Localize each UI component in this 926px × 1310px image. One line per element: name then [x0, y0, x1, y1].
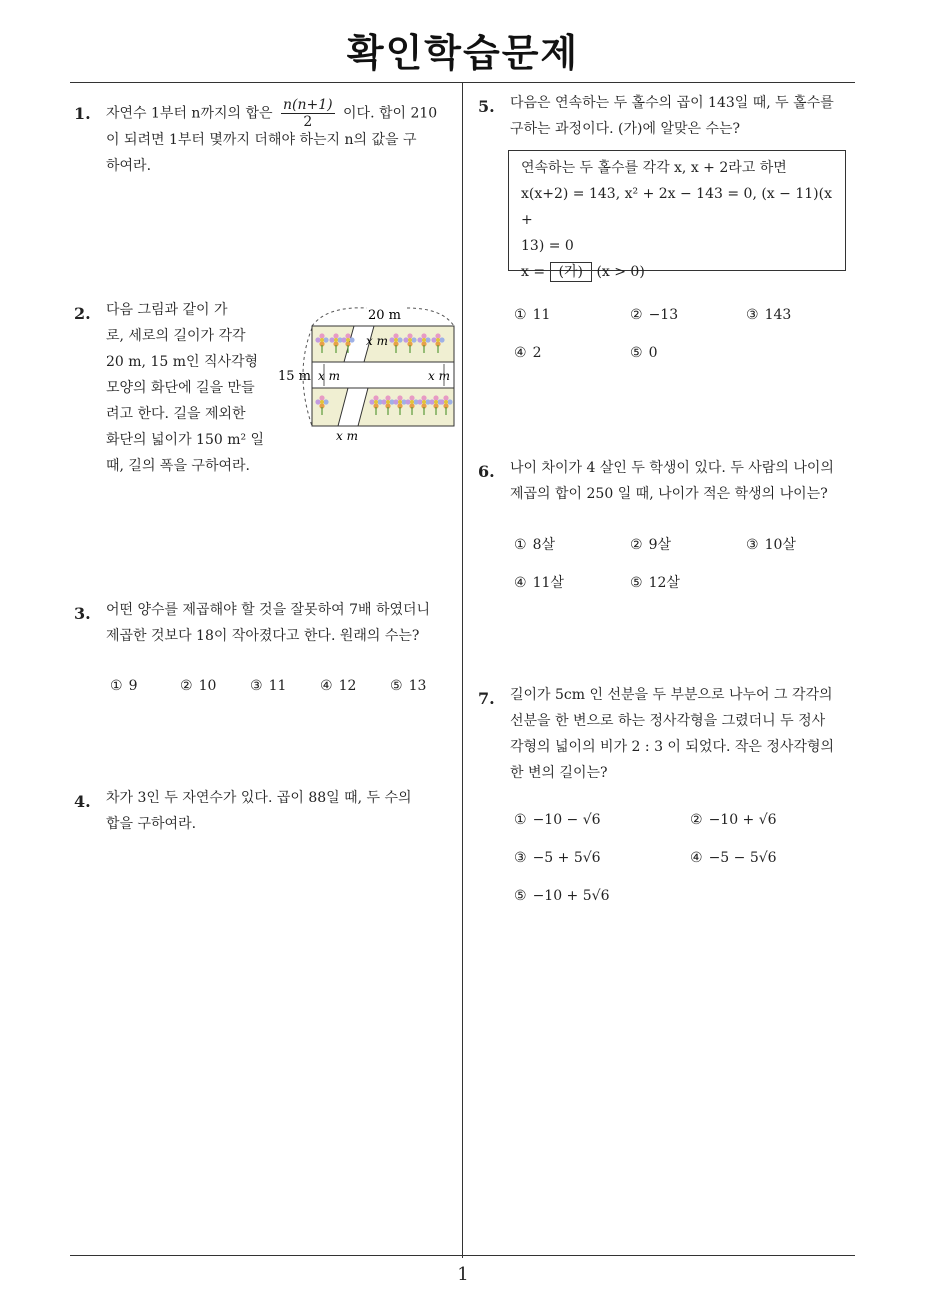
question-text: 합을 구하여라.: [106, 816, 197, 832]
question-text: 나이 차이가 4 살인 두 학생이 있다. 두 사람의 나이의: [510, 460, 834, 476]
fraction-denominator: 2: [303, 114, 313, 130]
question-text: 이 되려면 1부터 몇까지 더해야 하는지 n의 값을 구: [106, 132, 417, 148]
box-line: 13) = 0: [521, 238, 574, 254]
option-value: −5 + 5√6: [532, 850, 601, 866]
question-text: 한 변의 길이는?: [510, 765, 608, 781]
option-marker: ③: [514, 850, 527, 866]
option-value: 0: [648, 345, 658, 361]
option-marker: ②: [630, 307, 643, 323]
option-value: 10: [198, 678, 217, 694]
option-marker: ⑤: [630, 345, 643, 361]
question-number: 1.: [74, 104, 91, 123]
question-text: 차가 3인 두 자연수가 있다. 곱이 88일 때, 두 수의: [106, 790, 412, 806]
option-value: 12: [338, 678, 357, 694]
question-text: 로, 세로의 길이가 각각: [106, 328, 246, 344]
option-4[interactable]: [690, 850, 777, 866]
question-text: 모양의 화단에 길을 만들: [106, 380, 255, 396]
question-text: 하여라.: [106, 158, 152, 174]
option-3[interactable]: [514, 850, 601, 866]
option-marker: ①: [110, 678, 123, 694]
option-marker: ⑤: [514, 888, 527, 904]
option-marker: ③: [250, 678, 263, 694]
option-5[interactable]: [630, 572, 680, 592]
bottom-rule: [70, 1255, 855, 1256]
option-value: −10 − √6: [532, 812, 601, 828]
question-text: 때, 길의 폭을 구하여라.: [106, 458, 250, 474]
option-value: 2: [532, 345, 542, 361]
fraction-numerator: n(n+1): [282, 97, 333, 113]
option-marker: ④: [514, 575, 527, 591]
question-number: 7.: [478, 689, 495, 708]
question-text: 제곱한 것보다 18이 작아졌다고 한다. 원래의 수는?: [106, 628, 420, 644]
option-5[interactable]: [630, 345, 657, 361]
page-title: 확인학습문제: [346, 31, 580, 75]
question-text: 선분을 한 변으로 하는 정사각형을 그렸더니 두 정사: [510, 713, 826, 729]
option-1[interactable]: [110, 678, 137, 694]
solution-box: [508, 150, 846, 280]
garden-figure: [278, 298, 462, 448]
option-value: 12살: [648, 575, 680, 591]
option-value: 143: [764, 307, 792, 323]
option-value: 8살: [532, 537, 555, 553]
question-text: 구하는 과정이다. (가)에 알맞은 수는?: [510, 121, 741, 137]
option-value: −13: [648, 307, 679, 323]
question-text: 화단의 넓이가 150 m² 일: [106, 432, 265, 448]
option-marker: ①: [514, 812, 527, 828]
option-5[interactable]: [514, 888, 609, 904]
option-2[interactable]: [690, 812, 777, 828]
question-number: 4.: [74, 792, 91, 811]
option-4[interactable]: [320, 678, 356, 694]
box-text: x =: [521, 264, 546, 280]
path-width-label: x m: [318, 369, 340, 383]
option-value: 13: [408, 678, 427, 694]
path-width-label: x m: [336, 429, 358, 443]
option-marker: ④: [514, 345, 527, 361]
option-marker: ⑤: [630, 575, 643, 591]
option-marker: ③: [746, 307, 759, 323]
option-value: 11: [268, 678, 287, 694]
question-text: 려고 한다. 길을 제외한: [106, 406, 246, 422]
question-number: 2.: [74, 304, 91, 323]
option-2[interactable]: [630, 534, 671, 554]
fraction: [281, 97, 335, 130]
blank-slot: (가): [550, 262, 592, 282]
option-marker: ⑤: [390, 678, 403, 694]
width-label: 20 m: [368, 308, 402, 323]
box-line: x(x+2) = 143, x² + 2x − 143 = 0, (x − 11)(x +: [521, 186, 832, 228]
question-text: 제곱의 합이 250 일 때, 나이가 적은 학생의 나이는?: [510, 486, 828, 502]
question-number: 6.: [478, 462, 495, 481]
question-number: 5.: [478, 97, 495, 116]
option-5[interactable]: [390, 678, 426, 694]
option-value: −5 − 5√6: [708, 850, 777, 866]
box-line: [521, 259, 833, 285]
option-1[interactable]: [514, 812, 601, 828]
option-marker: ④: [320, 678, 333, 694]
option-value: 11살: [532, 575, 564, 591]
option-3[interactable]: [746, 534, 796, 554]
box-text: (x > 0): [596, 264, 645, 280]
option-3[interactable]: [250, 678, 286, 694]
option-marker: ①: [514, 307, 527, 323]
option-4[interactable]: [514, 572, 564, 592]
option-value: −10 + 5√6: [532, 888, 610, 904]
path-width-label: x m: [428, 369, 450, 383]
height-label: 15 m: [278, 369, 312, 384]
option-value: 9살: [648, 537, 671, 553]
option-marker: ②: [630, 537, 643, 553]
question-number: 3.: [74, 604, 91, 623]
option-value: 11: [532, 307, 551, 323]
question-text: 20 m, 15 m인 직사각형: [106, 354, 259, 370]
question-text: 다음은 연속하는 두 홀수의 곱이 143일 때, 두 홀수를: [510, 95, 834, 111]
option-marker: ①: [514, 537, 527, 553]
question-text: 자연수 1부터 n까지의 합은: [106, 105, 273, 122]
option-3[interactable]: [746, 307, 791, 323]
question-text: 각형의 넓이의 비가 2 : 3 이 되었다. 작은 정사각형의: [510, 739, 834, 755]
option-value: 9: [128, 678, 138, 694]
garden-diagram: [278, 298, 462, 448]
option-2[interactable]: [630, 307, 678, 323]
option-1[interactable]: [514, 307, 550, 323]
question-text: 어떤 양수를 제곱해야 할 것을 잘못하여 7배 하였더니: [106, 602, 431, 618]
question-text: 길이가 5cm 인 선분을 두 부분으로 나누어 그 각각의: [510, 687, 833, 703]
column-divider: [462, 83, 463, 1258]
option-value: 10살: [764, 537, 796, 553]
question-text: 이다. 합이 210: [343, 105, 438, 122]
option-marker: ②: [690, 812, 703, 828]
option-4[interactable]: [514, 345, 541, 361]
option-marker: ④: [690, 850, 703, 866]
option-1[interactable]: [514, 534, 555, 554]
box-line: 연속하는 두 홀수를 각각 x, x + 2라고 하면: [521, 160, 787, 176]
option-marker: ②: [180, 678, 193, 694]
option-2[interactable]: [180, 678, 216, 694]
path-width-label: x m: [366, 334, 388, 348]
option-value: −10 + √6: [708, 812, 777, 828]
option-marker: ③: [746, 537, 759, 553]
page-number: 1: [457, 1264, 469, 1285]
question-text: 다음 그림과 같이 가: [106, 302, 228, 318]
